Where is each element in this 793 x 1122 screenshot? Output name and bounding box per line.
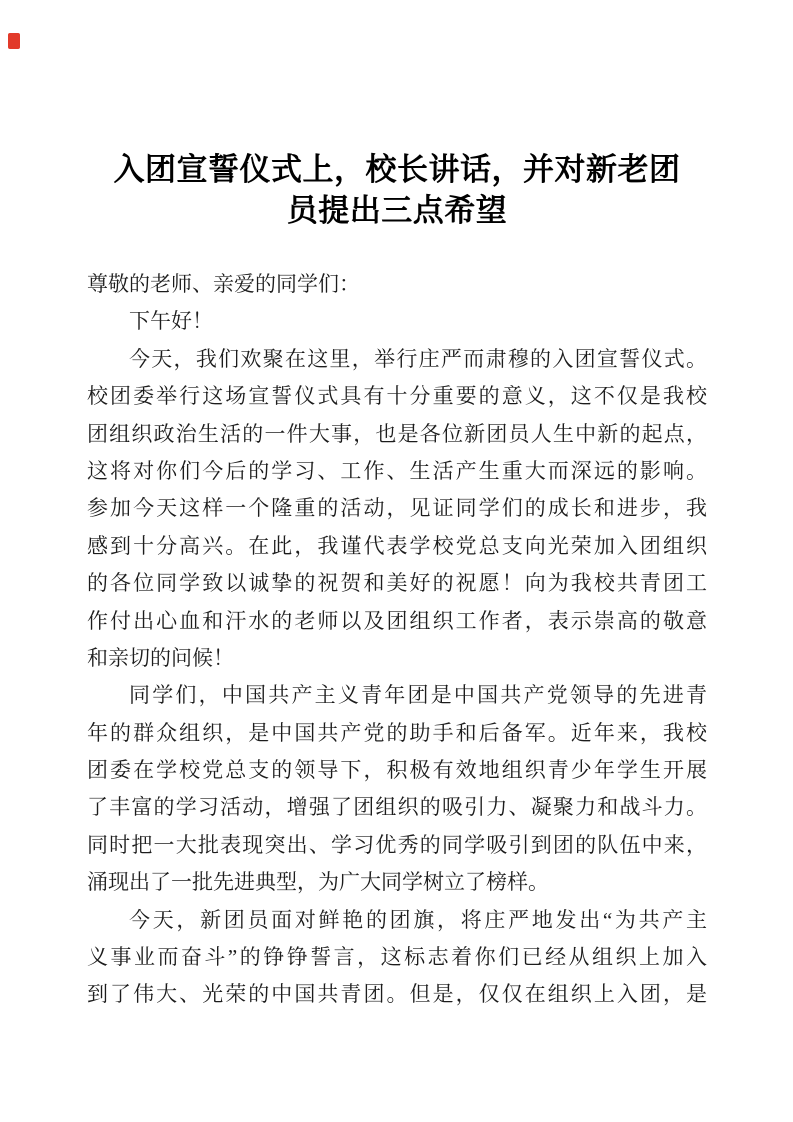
text-line: 年的群众组织，是中国共产党的助手和后备军。近年来，我校	[87, 720, 707, 745]
text-line: 今天，我们欢聚在这里，举行庄严而肃穆的入团宣誓仪式。	[129, 346, 707, 371]
document-title	[87, 149, 707, 231]
title-line-1: 入团宣誓仪式上，校长讲话，并对新老团	[113, 152, 681, 187]
text-line: 和亲切的问候！	[87, 645, 234, 670]
text-line: 同时把一大批表现突出、学习优秀的同学吸引到团的队伍中来，	[87, 832, 707, 857]
text-line: 的各位同学致以诚挚的祝贺和美好的祝愿！向为我校共青团工	[87, 571, 707, 596]
text-line: 这将对你们今后的学习、工作、生活产生重大而深远的影响。	[87, 458, 707, 483]
text-line: 同学们，中国共产主义青年团是中国共产党领导的先进青	[129, 683, 707, 708]
text-line: 参加今天这样一个隆重的活动，见证同学们的成长和进步，我	[87, 496, 707, 521]
text-line: 尊敬的老师、亲爱的同学们：	[87, 272, 360, 296]
text-line: 团委在学校党总支的领导下，积极有效地组织青少年学生开展	[87, 758, 707, 783]
text-line: 团组织政治生活的一件大事，也是各位新团员人生中新的起点，	[87, 421, 707, 446]
text-line: 义事业而奋斗”的铮铮誓言，这标志着你们已经从组织上加入	[87, 945, 707, 970]
text-line: 了丰富的学习活动，增强了团组织的吸引力、凝聚力和战斗力。	[87, 795, 707, 820]
text-line: 到了伟大、光荣的中国共青团。但是，仅仅在组织上入团，是	[87, 982, 707, 1007]
text-line: 涌现出了一批先进典型，为广大同学树立了榜样。	[87, 870, 549, 895]
text-line: 感到十分高兴。在此，我谨代表学校党总支向光荣加入团组织	[87, 533, 707, 558]
red-corner-mark	[8, 33, 20, 49]
text-line: 作付出心血和汗水的老师以及团组织工作者，表示崇高的敬意	[87, 608, 707, 633]
title-line-2: 员提出三点希望	[286, 193, 508, 228]
text-line: 下午好！	[129, 309, 213, 334]
document-body	[87, 266, 707, 1014]
text-line: 今天，新团员面对鲜艳的团旗，将庄严地发出“为共产主	[129, 907, 707, 932]
text-line: 校团委举行这场宣誓仪式具有十分重要的意义，这不仅是我校	[87, 384, 707, 409]
